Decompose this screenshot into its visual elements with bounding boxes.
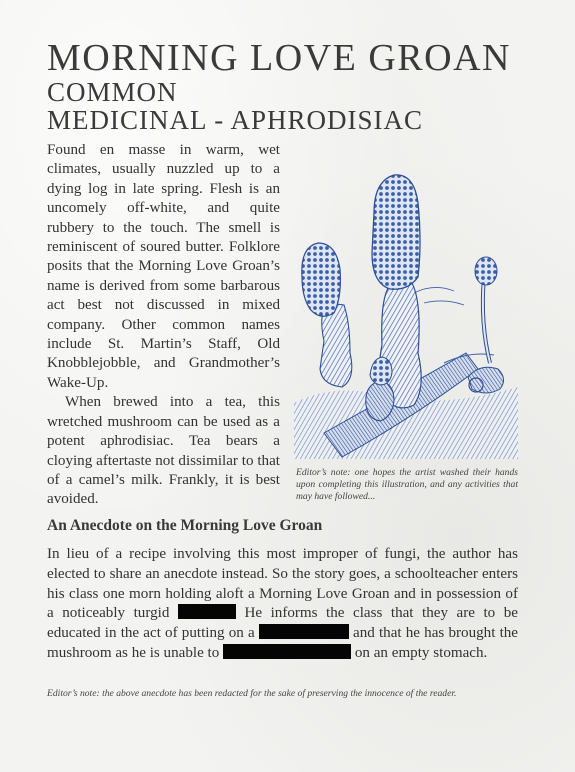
description-paragraph-1: Found en masse in warm, wet climates, usually nuzzled up to a dying log in late spring. Flesh is an uncomely off-white, and quite rubbery to the touch. The smell is reminiscent of soured butter. Folklore posits that the Morning Love Groan’s name is derived from some barbarous act best not discussed in mixed company. Other common names include St. Martin’s Staff, Old Knobblejobble, and Grandmother’s Wake-Up.: [47, 142, 280, 391]
anecdote-text-2: He informs the class that they are to be educated in the act of putting on a: [47, 605, 518, 642]
illustration-caption: Editor’s note: one hopes the artist washed their hands upon completing this illustration, and any activities that may have followed...: [296, 467, 518, 502]
redaction-bar: [259, 624, 349, 639]
editor-footnote: Editor’s note: the above anecdote has been redacted for the sake of preserving the innocence of the reader.: [47, 688, 457, 699]
usage-label: MEDICINAL - APHRODISIAC: [47, 105, 424, 135]
redaction-bar: [178, 604, 236, 619]
anecdote-text-3: and that he has brought the mushroom as he is unable to: [47, 625, 519, 661]
small-center-mushroom: [366, 357, 394, 421]
anecdote-heading: An Anecdote on the Morning Love Groan: [47, 517, 323, 534]
description-paragraph-2: When brewed into a tea, this wretched mushroom can be used as a potent aphrodisiac. Tea bears a cloying aftertaste not dissimilar to that of a camel’s milk. Frankly, it is best avoided.: [47, 394, 280, 508]
category-label: COMMON: [47, 77, 178, 107]
anecdote-text-1: In lieu of a recipe involving this most improper of fungi, the author has elected to share an anecdote instead. So the story goes, a schoolteacher enters his class one morn holding aloft a Morning Love Groan and in possession of a noticeably turgid: [47, 546, 518, 622]
anecdote-paragraph: [47, 545, 518, 664]
mushroom-illustration: [294, 173, 518, 459]
page-title: MORNING LOVE GROAN: [47, 37, 511, 79]
left-mushroom: [302, 243, 352, 387]
redaction-bar: [223, 644, 351, 659]
description-column: [47, 141, 280, 510]
anecdote-text-4: on an empty stomach.: [354, 644, 488, 661]
right-mushroom: [468, 257, 504, 393]
